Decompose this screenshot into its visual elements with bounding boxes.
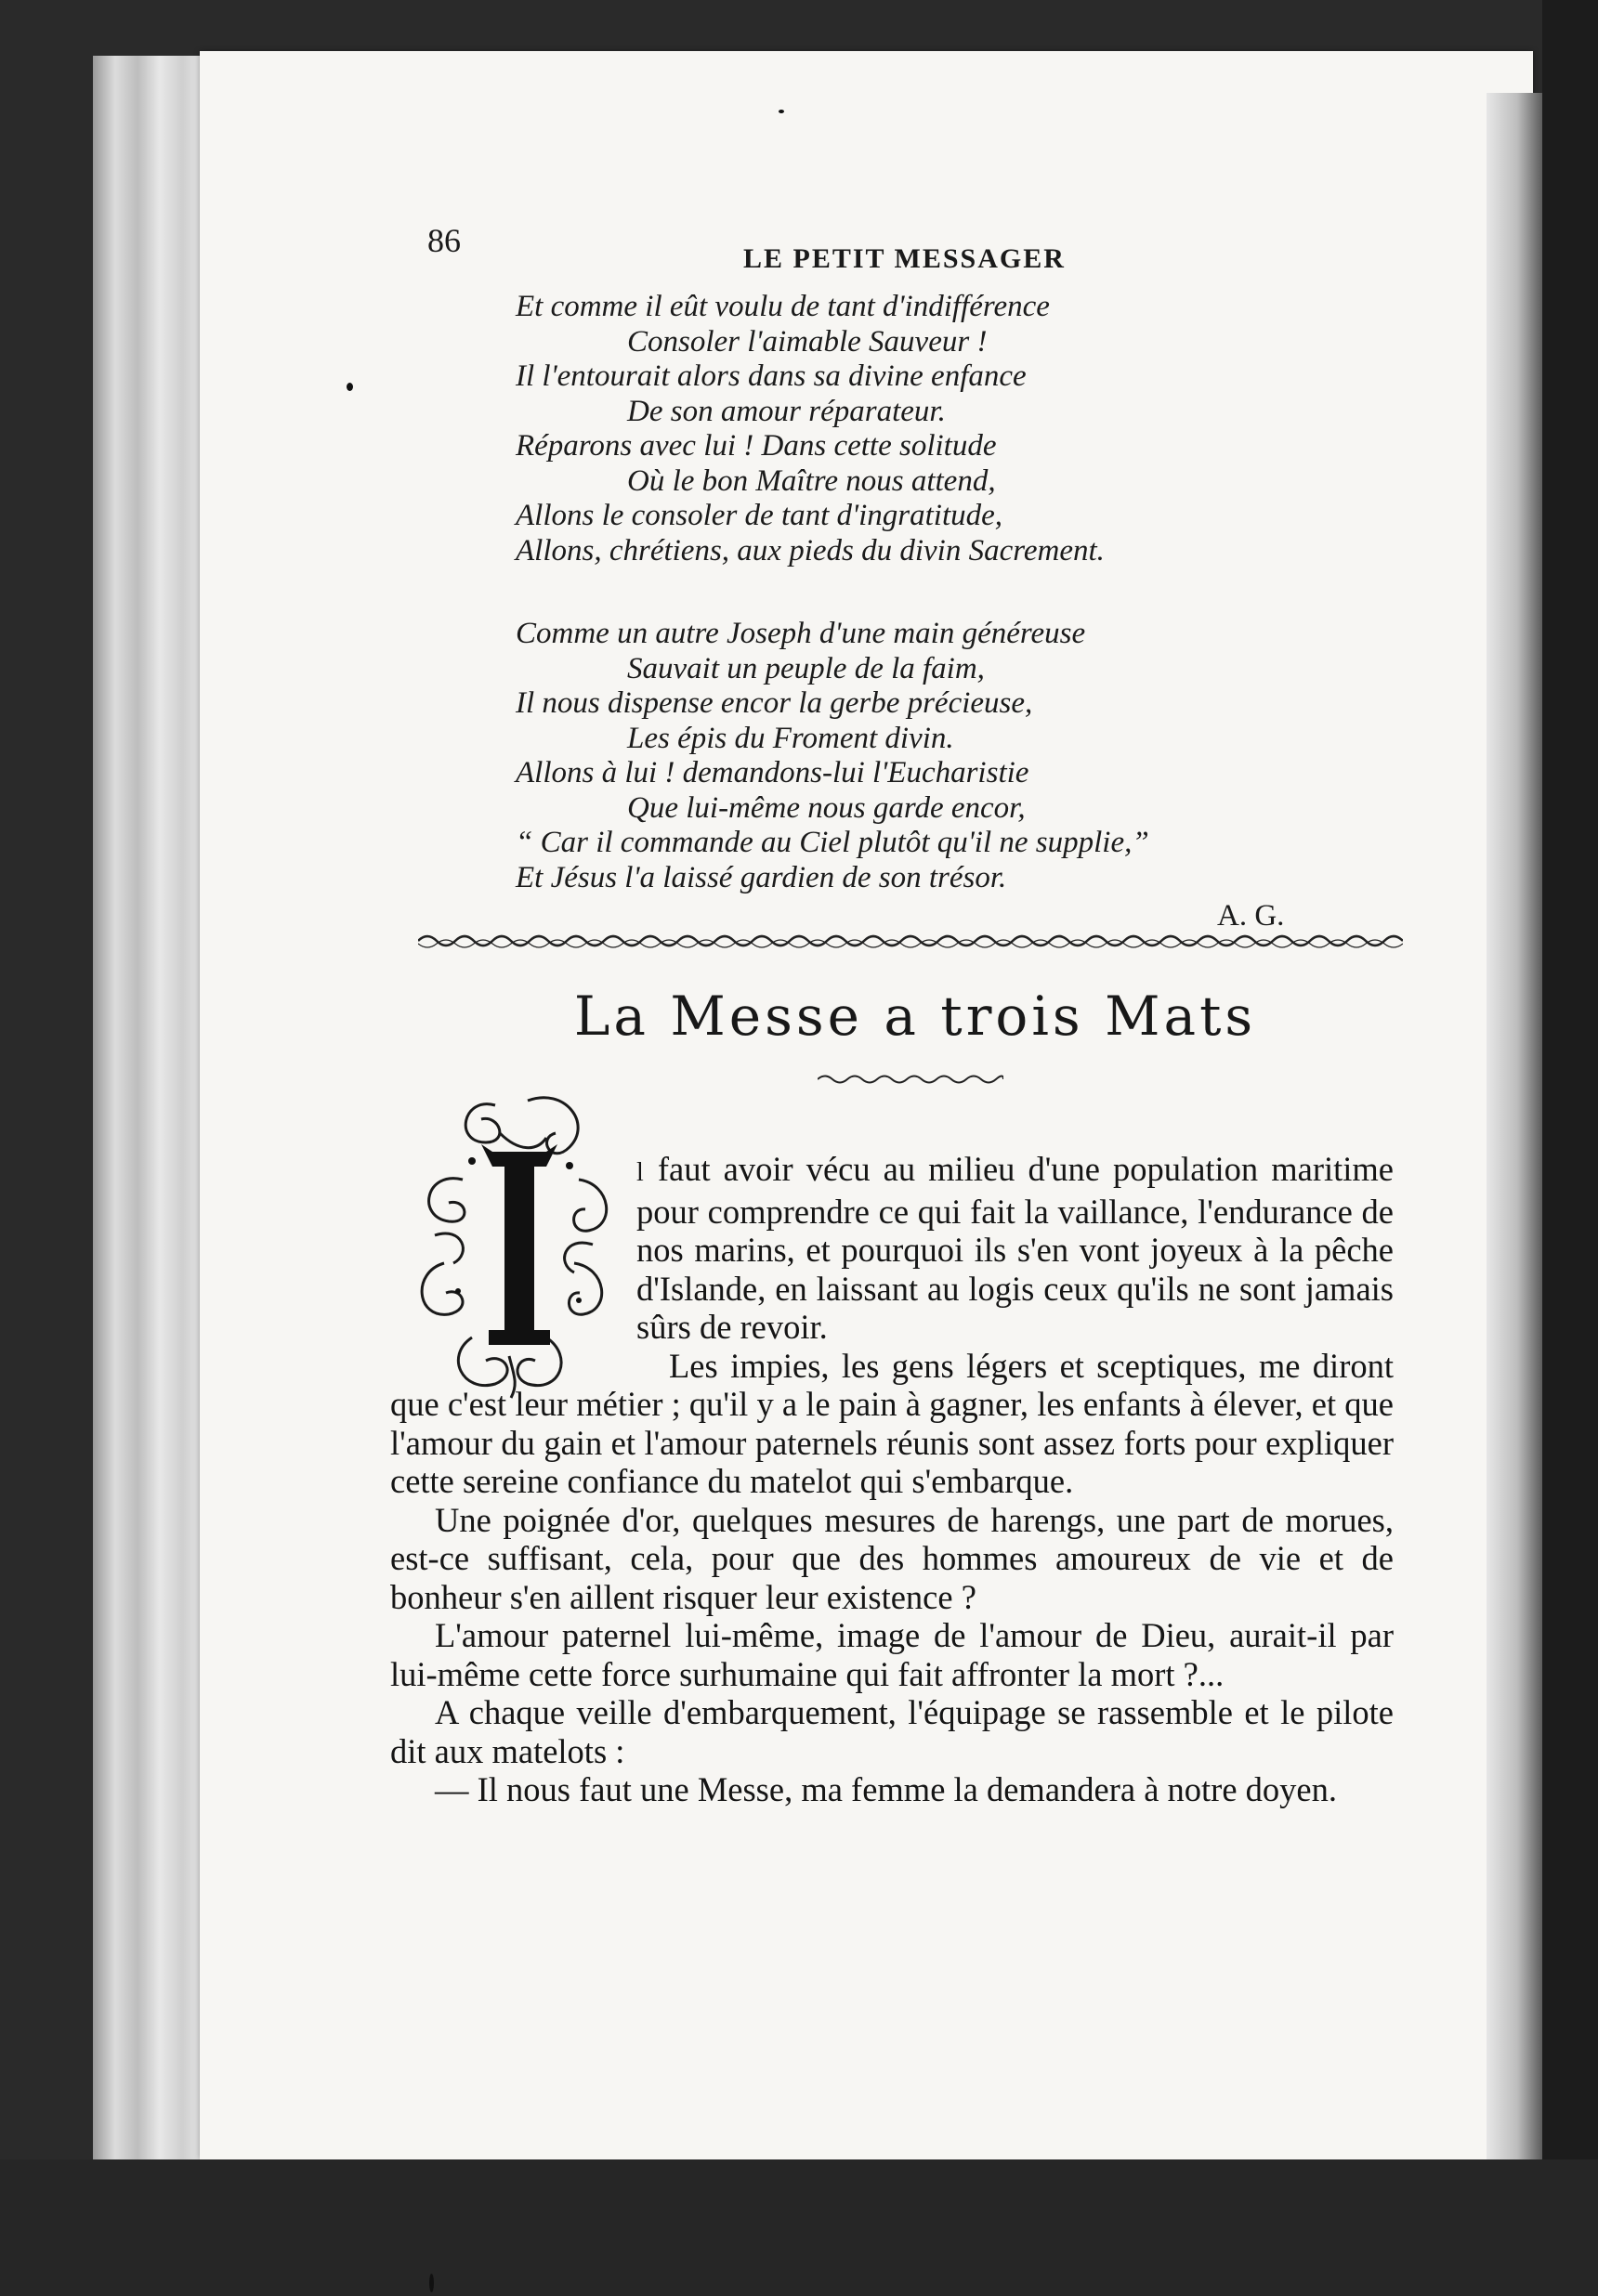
poem (516, 290, 1352, 895)
poem-line: Comme un autre Joseph d'une main généreuse (516, 617, 1086, 650)
title-underline-ornament (818, 1070, 1003, 1089)
first-word-rest: l (636, 1158, 645, 1187)
scan-speck (779, 110, 784, 113)
poem-line: Et Jésus l'a laissé gardien de son trésor. (516, 860, 1007, 894)
article-paragraph-first (636, 1150, 1394, 1347)
poem-signature: A. G. (1217, 899, 1285, 933)
poem-line: Il nous dispense encor la gerbe précieuse, (516, 686, 1033, 720)
poem-line: Réparons avec lui ! Dans cette solitude (516, 429, 997, 463)
article-paragraph: Une poignée d'or, quelques mesures de harengs, une part de morues, est-ce suffisant, cela, pour que des hommes amoureux de vie et de bonheur s'en aillent risquer leur existence ? (390, 1500, 1394, 1616)
scan-speck (429, 2274, 434, 2292)
book-gutter (1487, 93, 1542, 2173)
poem-line: Où le bon Maître nous attend, (627, 463, 996, 498)
poem-line: De son amour réparateur. (627, 394, 946, 428)
scan-background-right (1542, 0, 1598, 2296)
poem-line: “ Car il commande au Ciel plutôt qu'il ne supplie,” (516, 826, 1149, 859)
poem-line: Allons le consoler de tant d'ingratitude, (516, 499, 1003, 532)
article-title: La Messe a trois Mats (573, 985, 1257, 1048)
poem-line: Allons, chrétiens, aux pieds du divin Sacrement. (516, 533, 1105, 567)
poem-line: Allons à lui ! demandons-lui l'Eucharistie (516, 756, 1029, 789)
article-paragraph: — Il nous faut une Messe, ma femme la demandera à notre doyen. (435, 1770, 1337, 1808)
wavy-divider (418, 927, 1403, 955)
article-body (390, 1150, 1394, 1809)
poem-line: Les épis du Froment divin. (627, 721, 954, 755)
scan-background-bottom (0, 2159, 1598, 2296)
scan-speck (347, 383, 353, 391)
poem-line: Il l'entourait alors dans sa divine enfance (516, 359, 1027, 393)
first-paragraph-text: faut avoir vécu au milieu d'une population maritime pour comprendre ce qui fait la vaillance, l'endurance de nos marins, et pourquoi ils s'en vont joyeux à la pêche d'Islande, en laissant au logis ceux qu'ils ne sont jamais sûrs de revoir. (636, 1150, 1394, 1346)
poem-line: Consoler l'aimable Sauveur ! (627, 324, 988, 359)
poem-line: Que lui-même nous garde encor, (627, 790, 1026, 825)
poem-line: Sauvait un peuple de la faim, (627, 651, 985, 685)
running-title: LE PETIT MESSAGER (743, 243, 1066, 274)
article-paragraph: L'amour paternel lui-même, image de l'amour de Dieu, aurait-il par lui-même cette force surhumaine qui fait affronter la mort ?... (390, 1616, 1394, 1693)
stanza-gap (516, 568, 1352, 617)
article-paragraph: Les impies, les gens légers et sceptiques, me diront que c'est leur métier ; qu'il y a le pain à gagner, les enfants à élever, et que l'amour du gain et l'amour paternels réunis sont assez forts pour expliquer cette sereine confiance du matelot qui s'embarque. (390, 1346, 1394, 1500)
article-paragraph: A chaque veille d'embarquement, l'équipage se rassemble et le pilote dit aux matelots : (390, 1693, 1394, 1770)
page-number: 86 (427, 222, 461, 259)
poem-line: Et comme il eût voulu de tant d'indifférence (516, 290, 1050, 323)
